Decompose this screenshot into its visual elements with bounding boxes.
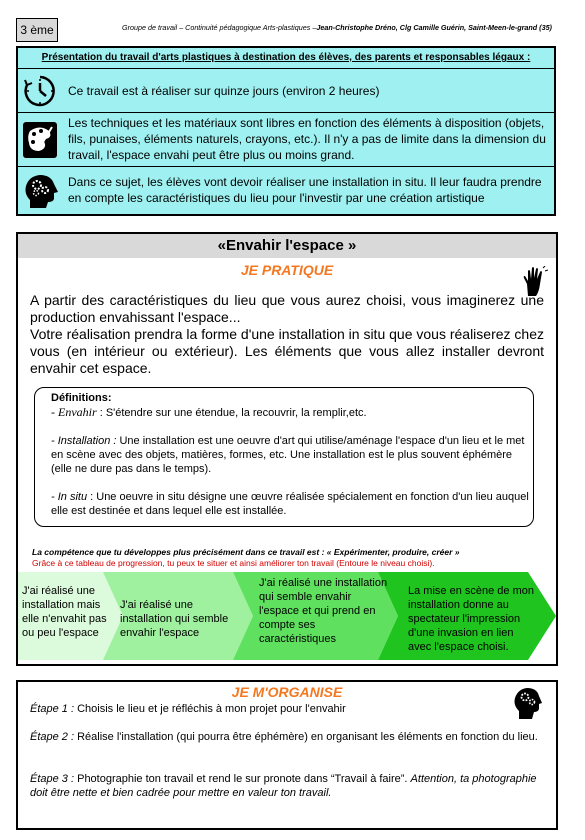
intro-row-duration bbox=[18, 68, 554, 113]
definitions-box bbox=[34, 387, 534, 527]
step-2 bbox=[30, 730, 542, 744]
palette-icon bbox=[22, 121, 58, 159]
level-3-text: J'ai réalisé une installation qui semble envahir l'espace et qui prend en compte ses caractéristiques bbox=[259, 577, 388, 645]
definition-term: - In situ bbox=[51, 491, 88, 503]
level-tag: 3 ème bbox=[16, 18, 58, 42]
head-gears-icon bbox=[22, 172, 60, 210]
organise-section bbox=[16, 680, 558, 830]
pratique-paragraph-1: A partir des caractéristiques du lieu que vous aurez choisi, vous imaginerez une production envahissant l'espace... bbox=[30, 292, 544, 325]
intro-text-situation: Dans ce sujet, les élèves vont devoir réaliser une installation in situ. Il leur faudra prendre en compte les caractéristiques du lieu pour l'investir par une création artistique bbox=[68, 175, 542, 205]
level-2-text: J'ai réalisé une installation qui semble envahir l'espace bbox=[120, 599, 229, 639]
definition-in-situ bbox=[51, 490, 533, 518]
step-text: Réalise l'installation (qui pourra être éphémère) en organisant les éléments en fonction du lieu. bbox=[74, 731, 538, 743]
definition-text: Une installation est une oeuvre d'art qui utilise/aménage l'espace d'un lieu et le met en scène avec des objets, matières, formes, etc. Une installation est le plus souvent éphémère (elle ne dure pas dans le temps). bbox=[51, 435, 525, 475]
intro-box bbox=[16, 46, 556, 216]
step-label: Étape 2 : bbox=[30, 731, 75, 743]
level-1-text: J'ai réalisé une installation mais elle n'envahit pas ou peu l'espace bbox=[22, 585, 107, 639]
intro-row-situation bbox=[18, 166, 554, 215]
intro-text-duration: Ce travail est à réaliser sur quinze jours (environ 2 heures) bbox=[68, 84, 380, 98]
organise-title: JE M'ORGANISE bbox=[231, 684, 343, 700]
pratique-title: «Envahir l'espace » bbox=[18, 234, 556, 258]
step-label: Étape 3 : bbox=[30, 773, 75, 785]
credits-prefix: Groupe de travail – Continuité pédagogique Arts-plastiques – bbox=[122, 23, 317, 32]
intro-text-materials: Les techniques et les matériaux sont libres en fonction des éléments à disposition (objets, fils, punaises, éléments naturels, crayons, etc.). Il n'y a pas de limite dans la dimension du travail, l'espace envahi peut être plus ou moins grand. bbox=[68, 116, 546, 162]
intro-row-materials bbox=[18, 112, 554, 167]
head-gears-icon bbox=[512, 686, 542, 720]
pratique-paragraph-2: Votre réalisation prendra la forme d'une installation in situ que vous réaliserez chez vous (en intérieur ou extérieur). Les éléments que vous allez installer devront envahir cet espace. bbox=[30, 326, 544, 376]
competence-text: La compétence que tu développes plus précisément dans ce travail est : « Expérimenter, produire, créer » bbox=[32, 547, 460, 557]
definition-term: - Envahir bbox=[51, 405, 97, 419]
definition-text: : Une oeuvre in situ désigne une œuvre réalisée spécialement en fonction d'un lieu auquel elle est destinée et dans lequel elle est installée. bbox=[51, 491, 529, 517]
header-credits bbox=[122, 23, 552, 32]
level-4-text: La mise en scène de mon installation donne au spectateur l'impression d'une invasion en lien avec l'espace choisi. bbox=[408, 585, 534, 653]
step-3 bbox=[30, 772, 542, 800]
definition-term: - Installation : bbox=[51, 435, 117, 447]
step-text: Photographie ton travail et rend le sur pronote dans “Travail à faire”. bbox=[74, 773, 411, 785]
definitions-heading: Définitions: bbox=[51, 392, 112, 404]
step-attention: Attention, ta photographie doit être nette et bien cadrée pour mettre en valeur ton travail. bbox=[30, 773, 537, 799]
definition-installation bbox=[51, 434, 533, 476]
step-label: Étape 1 : bbox=[30, 703, 75, 715]
credits-authors: Jean-Christophe Dréno, Clg Camille Guérin, Saint-Meen-le-grand (35) bbox=[316, 23, 552, 32]
pratique-subtitle: JE PRATIQUE bbox=[240, 262, 334, 278]
intro-title: Présentation du travail d'arts plastiques à destination des élèves, des parents et responsables légaux : bbox=[41, 52, 531, 63]
progression-note: Grâce à ce tableau de progression, tu peux te situer et ainsi améliorer ton travail (Entoure le niveau choisi). bbox=[32, 558, 435, 568]
clock-icon bbox=[22, 74, 58, 108]
step-1 bbox=[30, 702, 516, 716]
step-text: Choisis le lieu et je réfléchis à mon projet pour l'envahir bbox=[74, 703, 346, 715]
pratique-section bbox=[16, 232, 558, 666]
definition-envahir bbox=[51, 405, 533, 420]
definition-text: : S'étendre sur une étendue, la recouvrir, la remplir,etc. bbox=[96, 407, 367, 419]
